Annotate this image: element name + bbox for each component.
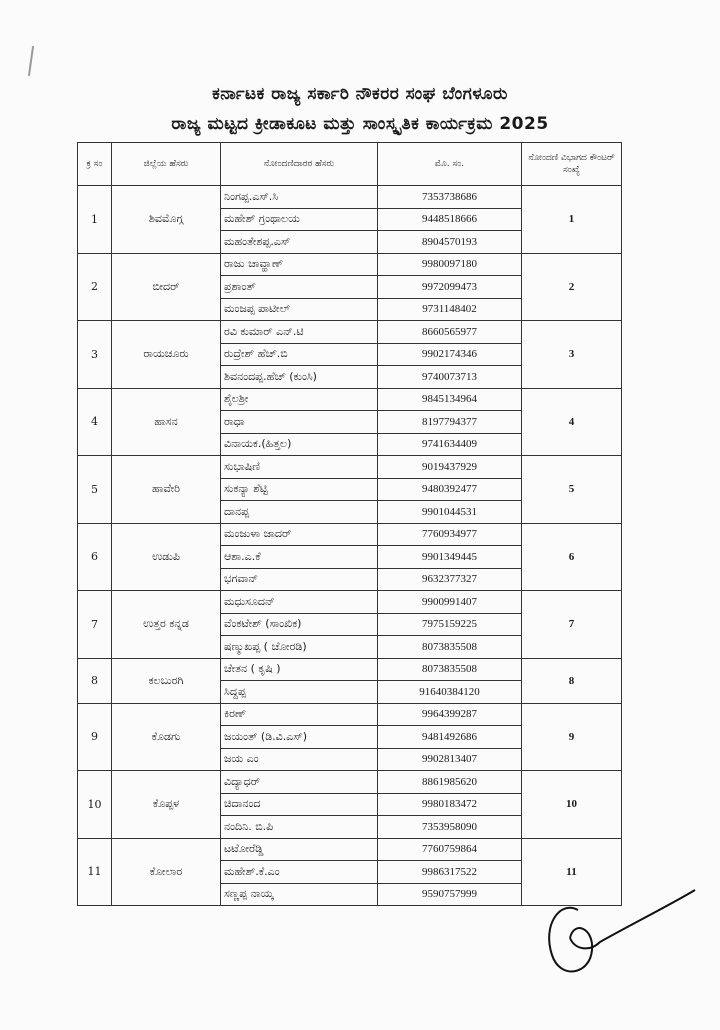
serial-number: 1 [78,186,112,254]
member-name: ಮಹಂತೇಶಪ್ಪ.ಎಸ್ [221,231,378,254]
member-name: ವಿನಾಯಕ.(ಹಿತ್ತಲ) [221,433,378,456]
counter-number: 1 [522,186,622,254]
counter-number: 9 [522,703,622,771]
phone-number: 9590757999 [378,883,522,906]
phone-number: 8073835508 [378,636,522,659]
table-row [78,838,622,861]
member-name: ಕಿರಣ್ [221,703,378,726]
table-row [78,658,622,681]
table-row [78,523,622,546]
serial-number: 10 [78,771,112,839]
serial-number: 9 [78,703,112,771]
district-name: ರಾಯಚೂರು [112,321,221,389]
document-title: ಕರ್ನಾಟಕ ರಾಜ್ಯ ಸರ್ಕಾರಿ ನೌಕರರ ಸಂಘ ಬೆಂಗಳೂರು [212,84,508,104]
table-header-row [78,143,622,186]
district-name: ಬೀದರ್ [112,253,221,321]
member-name: ವೆಂಕಟೇಶ್ (ಸಾಂಖಿಕ) [221,613,378,636]
counter-number: 2 [522,253,622,321]
district-name: ಕಲಬುರಗಿ [112,658,221,703]
district-name: ಹಾವೇರಿ [112,456,221,524]
district-name: ಕೊಡಗು [112,703,221,771]
member-name: ಜಯ ಎಂ [221,748,378,771]
table-row [78,321,622,344]
phone-number: 9900991407 [378,591,522,614]
phone-number: 7975159225 [378,613,522,636]
phone-number: 7760759864 [378,838,522,861]
phone-number: 9632377327 [378,568,522,591]
table-row [78,703,622,726]
table-row [78,591,622,614]
member-name: ನಂದಿನಿ. ಬಿ.ಪಿ [221,816,378,839]
header-district: ಜಿಲ್ಲೆಯ ಹೆಸರು [112,143,221,186]
phone-number: 9902813407 [378,748,522,771]
member-name: ಸುಭಾಷಿಣಿ [221,456,378,479]
member-name: ರವಿ ಕುಮಾರ್ ಎನ್.ಟಿ [221,321,378,344]
district-name: ಕೊಪ್ಪಳ [112,771,221,839]
phone-number: 7353738686 [378,186,522,209]
phone-number: 9448518666 [378,208,522,231]
phone-number: 8904570193 [378,231,522,254]
member-name: ಭಗವಾನ್ [221,568,378,591]
district-name: ಹಾಸನ [112,388,221,456]
phone-number: 9480392477 [378,478,522,501]
signature [530,880,710,990]
serial-number: 11 [78,838,112,906]
member-name: ಚೇತನ ( ಕೃಷಿ ) [221,658,378,681]
phone-number: 9901044531 [378,501,522,524]
phone-number: 9980097180 [378,253,522,276]
phone-number: 9019437929 [378,456,522,479]
counter-number: 4 [522,388,622,456]
member-name: ಷಣ್ಮುಖಪ್ಪ ( ಚೋರಡಿ) [221,636,378,659]
member-name: ದಾನಪ್ಪ [221,501,378,524]
phone-number: 8197794377 [378,411,522,434]
phone-number: 8861985620 [378,771,522,794]
serial-number: 8 [78,658,112,703]
member-name: ಶಿವನಂದಪ್ಪ.ಹೆಚ್ (ಕುಂಸಿ) [221,366,378,389]
serial-number: 2 [78,253,112,321]
member-name: ನಿಂಗಪ್ಪ.ಎಸ್.ಸಿ [221,186,378,209]
table-row [78,253,622,276]
serial-number: 5 [78,456,112,524]
phone-number: 9972099473 [378,276,522,299]
serial-number: 4 [78,388,112,456]
table-row [78,456,622,479]
phone-number: 9481492686 [378,726,522,749]
header-counter: ನೋಂದಣಿ ವಿಭಾಗದ ಕೌಂಟರ್ ಸಂಖ್ಯೆ [522,143,622,186]
counter-number: 3 [522,321,622,389]
counter-number: 8 [522,658,622,703]
member-name: ಚಿದಾನಂದ [221,793,378,816]
phone-number: 8073835508 [378,658,522,681]
district-name: ಕೋಲಾರ [112,838,221,906]
phone-number: 8660565977 [378,321,522,344]
member-name: ಮಂಜುಳಾ ಜಾದರ್ [221,523,378,546]
counter-number: 6 [522,523,622,591]
member-name: ಮಂಜಪ್ಪ ಪಾಟೀಲ್ [221,298,378,321]
phone-number: 9845134964 [378,388,522,411]
district-name: ಶಿವಮೊಗ್ಗ [112,186,221,254]
member-name: ಸಿದ್ದಪ್ಪ [221,681,378,704]
district-name: ಉಡುಪಿ [112,523,221,591]
member-name: ರುದ್ರೇಶ್ ಹೆಚ್.ಬಿ [221,343,378,366]
member-name: ವಿದ್ಯಾಧರ್ [221,771,378,794]
member-name: ಮಹೇಶ್.ಕೆ.ಎಂ [221,861,378,884]
phone-number: 9964399287 [378,703,522,726]
document-subtitle: ರಾಜ್ಯ ಮಟ್ಟದ ಕ್ರೀಡಾಕೂಟ ಮತ್ತು ಸಾಂಸ್ಕೃತಿಕ ಕಾರ್ಯಕ್ರಮ 2025 [171,114,549,134]
margin-pen-mark [28,46,34,76]
header-serial: ಕ್ರ ಸಂ [78,143,112,186]
counter-number: 5 [522,456,622,524]
serial-number: 3 [78,321,112,389]
phone-number: 9741634409 [378,433,522,456]
phone-number: 9986317522 [378,861,522,884]
member-name: ಸುಕನ್ಯಾ ಶೆಟ್ಟಿ [221,478,378,501]
phone-number: 9731148402 [378,298,522,321]
counter-number: 11 [522,838,622,906]
member-name: ಪ್ರಶಾಂತ್ [221,276,378,299]
member-name: ರಾಧಾ [221,411,378,434]
phone-number: 9980183472 [378,793,522,816]
table-body [78,186,622,906]
table-row [78,388,622,411]
header-phone: ಮೊ. ಸಂ. [378,143,522,186]
member-name: ಆಶಾ.ಎ.ಕೆ [221,546,378,569]
member-name: ರಾಜು ಚಾವ್ಹಾಣ್ [221,253,378,276]
member-name: ಸಣ್ಣಪ್ಪ ನಾಯ್ಕ [221,883,378,906]
counter-number: 10 [522,771,622,839]
serial-number: 7 [78,591,112,659]
table-row [78,771,622,794]
phone-number: 9740073713 [378,366,522,389]
table-row [78,186,622,209]
member-name: ಮಧುಸೂದನ್ [221,591,378,614]
serial-number: 6 [78,523,112,591]
phone-number: 7353958090 [378,816,522,839]
phone-number: 7760934977 [378,523,522,546]
member-name: ಮಹೇಶ್ ಗ್ರಂಥಾಲಯ [221,208,378,231]
registration-table [77,142,622,906]
phone-number: 9902174346 [378,343,522,366]
counter-number: 7 [522,591,622,659]
member-name: ಶೈಲಶ್ರೀ [221,388,378,411]
member-name: ಟಟೋರೆಡ್ಡಿ [221,838,378,861]
header-member-name: ನೋಂದಣಿದಾರರ ಹೆಸರು [221,143,378,186]
district-name: ಉತ್ತರ ಕನ್ನಡ [112,591,221,659]
member-name: ಜಯಂತ್ (ಡಿ.ವಿ.ಎಸ್) [221,726,378,749]
phone-number: 9901349445 [378,546,522,569]
phone-number: 91640384120 [378,681,522,704]
